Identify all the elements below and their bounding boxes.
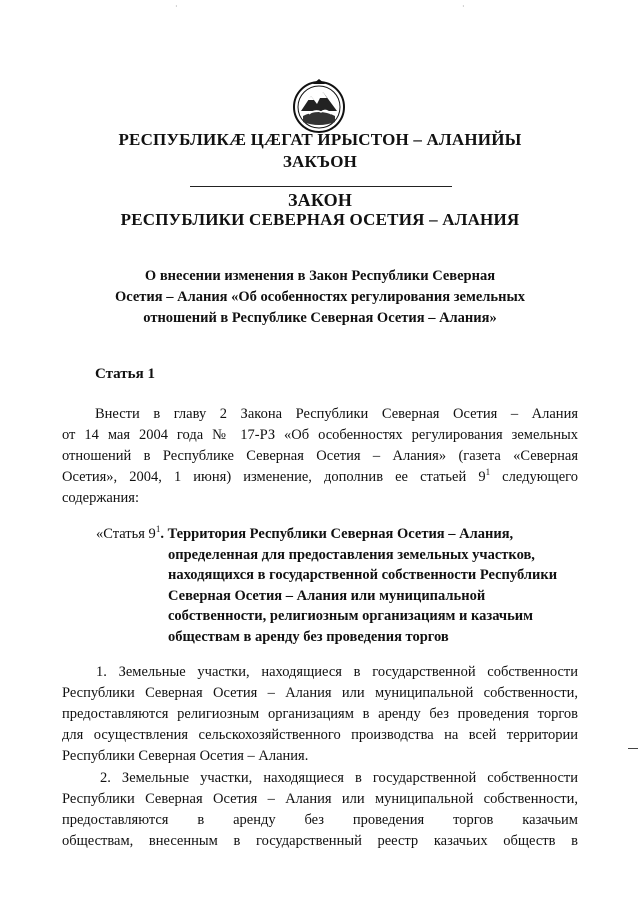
article-9-prefix: «Статья 9 [96,526,156,542]
paragraph-line: предоставляются в аренду без проведения торгов казачьим [62,812,578,828]
coat-of-arms-emblem [291,78,347,134]
paragraph-line: 2. Земельные участки, находящиеся в государственной собственности [100,770,578,786]
scan-mark: · [462,2,465,11]
superscript: 1 [155,524,161,535]
title-line: О внесении изменения в Закон Республики Северная [144,268,496,284]
article-9-1-first-line [96,524,576,545]
title-line: отношений в Республике Северная Осетия – Алания» [143,310,497,326]
superscript: 1 [485,467,491,478]
paragraph-line: Республики Северная Осетия – Алания или муниципальной собственности, [62,685,578,701]
clause-2 [62,768,578,852]
paragraph-line: предоставляются религиозным организациям в аренду без проведения торгов [62,706,578,722]
article-9-title-line: определенная для предоставления земельных участков, [168,546,535,563]
document-title [70,266,570,329]
article-1-heading: Статья 1 [95,366,155,382]
header-ossetian-republic: РЕСПУБЛИКÆ ЦÆГАТ ИРЫСТОН – АЛАНИЙЫ [118,130,522,149]
paragraph-line: отношений в Республике Северная Осетия – Алания» (газета «Северная [62,448,578,464]
header-divider [190,186,452,187]
paragraph-line [62,467,578,488]
scan-mark: · [175,2,178,11]
article-9-title: . Территория Республики Северная Осетия – Алания, [160,526,514,542]
clause-1 [62,662,578,767]
header-republic: РЕСПУБЛИКИ СЕВЕРНАЯ ОСЕТИЯ – АЛАНИЯ [120,210,520,229]
paragraph-line: содержания: [62,490,140,506]
paragraph-text: следующего [490,469,578,485]
header-law: ЗАКОН [287,190,353,210]
article-1-paragraph [62,404,578,509]
header-ossetian-law: ЗАКЪОН [282,152,358,171]
paragraph-line: Республики Северная Осетия – Алания или муниципальной собственности, [62,791,578,807]
paragraph-line: Внести в главу 2 Закона Республики Северная Осетия – Алания [95,406,578,422]
article-9-title-line: Северная Осетия – Алания или муниципальной [168,587,486,604]
title-line: Осетия – Алания «Об особенностях регулирования земельных [114,289,526,305]
article-9-title-line: обществам в аренду без проведения торгов [168,628,449,645]
paragraph-line: 1. Земельные участки, находящиеся в государственной собственности [96,664,578,680]
article-9-title-line: собственности, религиозным организациям и казачьим [168,608,533,624]
paragraph-text: Осетия», 2004, 1 июня) изменение, дополнив ее статьей 9 [62,469,486,485]
scan-mark [628,748,638,749]
article-9-1-heading [96,524,576,647]
article-9-title-line: находящихся в государственной собственности Республики [168,567,558,583]
paragraph-line: от 14 мая 2004 года № 17-РЗ «Об особенностях регулирования земельных [62,427,578,443]
paragraph-line: для осуществления сельскохозяйственного производства на всей территории [62,727,578,743]
paragraph-line: обществам, внесенным в государственный реестр казачьих обществ в [62,833,578,849]
paragraph-line: Республики Северная Осетия – Алания. [62,748,309,764]
